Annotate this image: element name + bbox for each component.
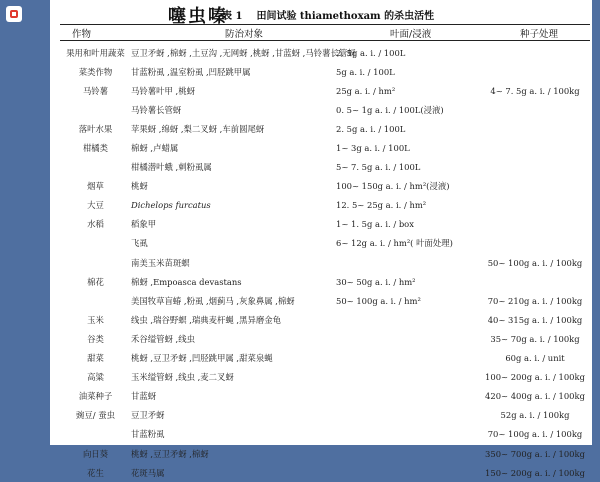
foliar-cell: 1~ 3g a. i. / 100L [336,143,410,154]
foliar-cell [336,368,480,387]
seed-cell: 35~ 70g a. i. / 100kg [490,333,580,344]
seed-cell: 420~ 400g a. i. / 100kg [485,391,585,402]
table-row [60,138,590,157]
seed-cell [480,138,590,157]
pest-cell: 美国牧草盲蝽 ,粉虱 ,烟蓟马 ,灰象鼻属 ,棉蚜 [131,295,295,306]
pest-cell: 豆卫矛蚜 ,棉蚜 ,土豆沟 ,无网蚜 ,桃蚜 ,甘蓝蚜 ,马铃薯长管蚜 [131,47,356,58]
header-crop: 作物 [72,29,92,40]
insecticide-table [60,43,590,482]
crop-cell [60,253,131,272]
pest-cell: 甘蓝蚜 [131,391,157,402]
seed-cell [480,100,590,119]
pest-cell: 甘蓝粉虱 [131,429,165,440]
app-icon[interactable] [6,6,22,22]
table-row [60,310,590,329]
table-row [60,234,590,253]
seed-cell: 350~ 700g a. i. / 100kg [485,448,585,459]
foliar-cell [336,444,480,463]
header-pest: 防治对象 [225,29,264,40]
seed-cell [480,177,590,196]
table-row [60,349,590,368]
foliar-cell: 1~ 1. 5g a. i. / box [336,219,414,230]
pest-cell: 桃蚜 ,豆卫矛蚜 ,棉蚜 [131,448,209,459]
crop-cell [60,100,131,119]
table-row [60,368,590,387]
crop-cell: 豌豆/ 蚕虫 [76,410,115,421]
table-caption-text: 田间试验 thiamethoxam 的杀虫活性 [256,11,435,22]
table-row [60,100,590,119]
table-number: 表 1 [222,11,243,22]
foliar-cell [336,387,480,406]
pest-cell: 马铃薯叶甲 ,桃蚜 [131,85,195,96]
pest-cell: 苹果蚜 ,绵蚜 ,梨二叉蚜 ,车前圆尾蚜 [131,123,265,134]
foliar-cell: 12. 5~ 25g a. i. / hm² [336,200,427,211]
pest-cell: 飞虱 [131,238,148,249]
table-row [60,177,590,196]
table-row [60,43,590,62]
seed-cell [480,43,590,62]
pest-cell: 棉蚜 ,卢蜡属 [131,143,179,154]
foliar-cell: 0. 5~ 1g a. i. / 100L(浸液) [336,104,444,115]
crop-cell: 水稻 [87,219,104,230]
table-top-rule [60,24,590,25]
table-row [60,253,590,272]
crop-cell: 高粱 [87,372,104,383]
table-caption [222,7,434,22]
header-foliar: 叶面/浸液 [390,29,432,40]
table-row [60,444,590,463]
crop-cell: 向日葵 [82,448,109,459]
pest-cell: 稻象甲 [131,219,157,230]
seed-cell: 52g a. i. / 100kg [500,410,570,421]
table-row [60,387,590,406]
seed-cell: 4~ 7. 5g a. i. / 100kg [490,85,580,96]
header-seed: 种子处理 [520,29,559,40]
crop-cell: 棉花 [87,276,104,287]
pest-cell: 桃蚜 [131,181,148,192]
foliar-cell [336,463,480,482]
crop-cell: 烟草 [87,181,104,192]
foliar-cell: 6~ 12g a. i. / hm²( 叶面处理) [336,238,453,249]
table-row [60,158,590,177]
crop-cell [60,234,131,253]
foliar-cell: 2. 5g a. i. / 100L [336,123,406,134]
pest-cell: 玉米缢管蚜 ,线虫 ,麦二叉蚜 [131,372,234,383]
seed-cell [480,196,590,215]
pest-cell: 桃蚜 ,豆卫矛蚜 ,凹胫跳甲属 ,甜菜泉蝇 [131,353,273,364]
pest-cell: 线虫 ,瑞谷野螟 ,瑞典麦杆蝇 ,黑异磨金龟 [131,314,281,325]
document-page [50,0,592,478]
crop-cell: 玉米 [87,314,104,325]
pest-cell: 南美玉米苗斑螟 [131,257,190,268]
foliar-cell [336,406,480,425]
crop-cell [60,291,131,310]
seed-cell [480,272,590,291]
crop-cell: 柑橘类 [82,143,109,154]
crop-cell: 菜类作物 [78,66,113,77]
table-header-rule [60,40,590,41]
seed-cell: 70~ 210g a. i. / 100kg [487,295,583,306]
table-row [60,291,590,310]
foliar-cell: 30~ 50g a. i. / hm² [336,276,416,287]
crop-cell: 马铃薯 [82,85,109,96]
seed-cell: 150~ 200g a. i. / 100kg [485,467,585,478]
pest-cell: 豆卫矛蚜 [131,410,165,421]
foliar-cell [336,310,480,329]
seed-cell [480,158,590,177]
seed-cell [480,234,590,253]
seed-cell: 70~ 100g a. i. / 100kg [487,429,583,440]
foliar-cell: 50~ 100g a. i. / hm² [336,295,421,306]
crop-cell: 果用和叶用蔬菜 [66,47,125,58]
foliar-cell [336,329,480,348]
crop-cell [60,158,131,177]
seed-cell [480,62,590,81]
table-row [60,406,590,425]
seed-cell [480,119,590,138]
pest-cell: 柑橘潜叶蛾 ,刺粉虱属 [131,162,212,173]
seed-cell: 40~ 315g a. i. / 100kg [487,314,583,325]
table-row [60,425,590,444]
foliar-cell: 5g a. i. / 100L [336,66,395,77]
crop-cell: 甜菜 [87,353,104,364]
crop-cell [60,425,131,444]
document-title: 噻虫嗪 [168,6,228,27]
table-row [60,463,590,482]
seed-cell: 60g a. i. / unit [505,353,565,364]
seed-cell: 100~ 200g a. i. / 100kg [485,372,585,383]
foliar-cell [336,253,480,272]
seed-cell [480,215,590,234]
crop-cell: 花生 [87,467,104,478]
foliar-cell: 2. 5g a. i. / 100L [336,47,406,58]
crop-cell: 大豆 [87,200,104,211]
pest-cell: 马铃薯长管蚜 [131,104,182,115]
foliar-cell: 5~ 7. 5g a. i. / 100L [336,162,421,173]
crop-cell: 谷类 [87,333,104,344]
foliar-cell: 25g a. i. / hm² [336,85,396,96]
foliar-cell: 100~ 150g a. i. / hm²(浸液) [336,181,450,192]
table-row [60,215,590,234]
table-row [60,272,590,291]
table-row [60,62,590,81]
foliar-cell [336,349,480,368]
pest-cell: Dichelops furcatus [131,200,211,211]
table-row [60,196,590,215]
pest-cell: 棉蚜 ,Empoasca devastans [131,276,242,287]
foliar-cell [336,425,480,444]
table-row [60,329,590,348]
pest-cell: 花斑马属 [131,467,165,478]
table-row [60,119,590,138]
table-row [60,81,590,100]
pest-cell: 甘蓝粉虱 ,温室粉虱 ,凹胫跳甲属 [131,66,251,77]
crop-cell: 油菜种子 [78,391,113,402]
seed-cell: 50~ 100g a. i. / 100kg [487,257,583,268]
crop-cell: 落叶水果 [78,123,113,134]
pest-cell: 禾谷缢管蚜 ,线虫 [131,333,195,344]
